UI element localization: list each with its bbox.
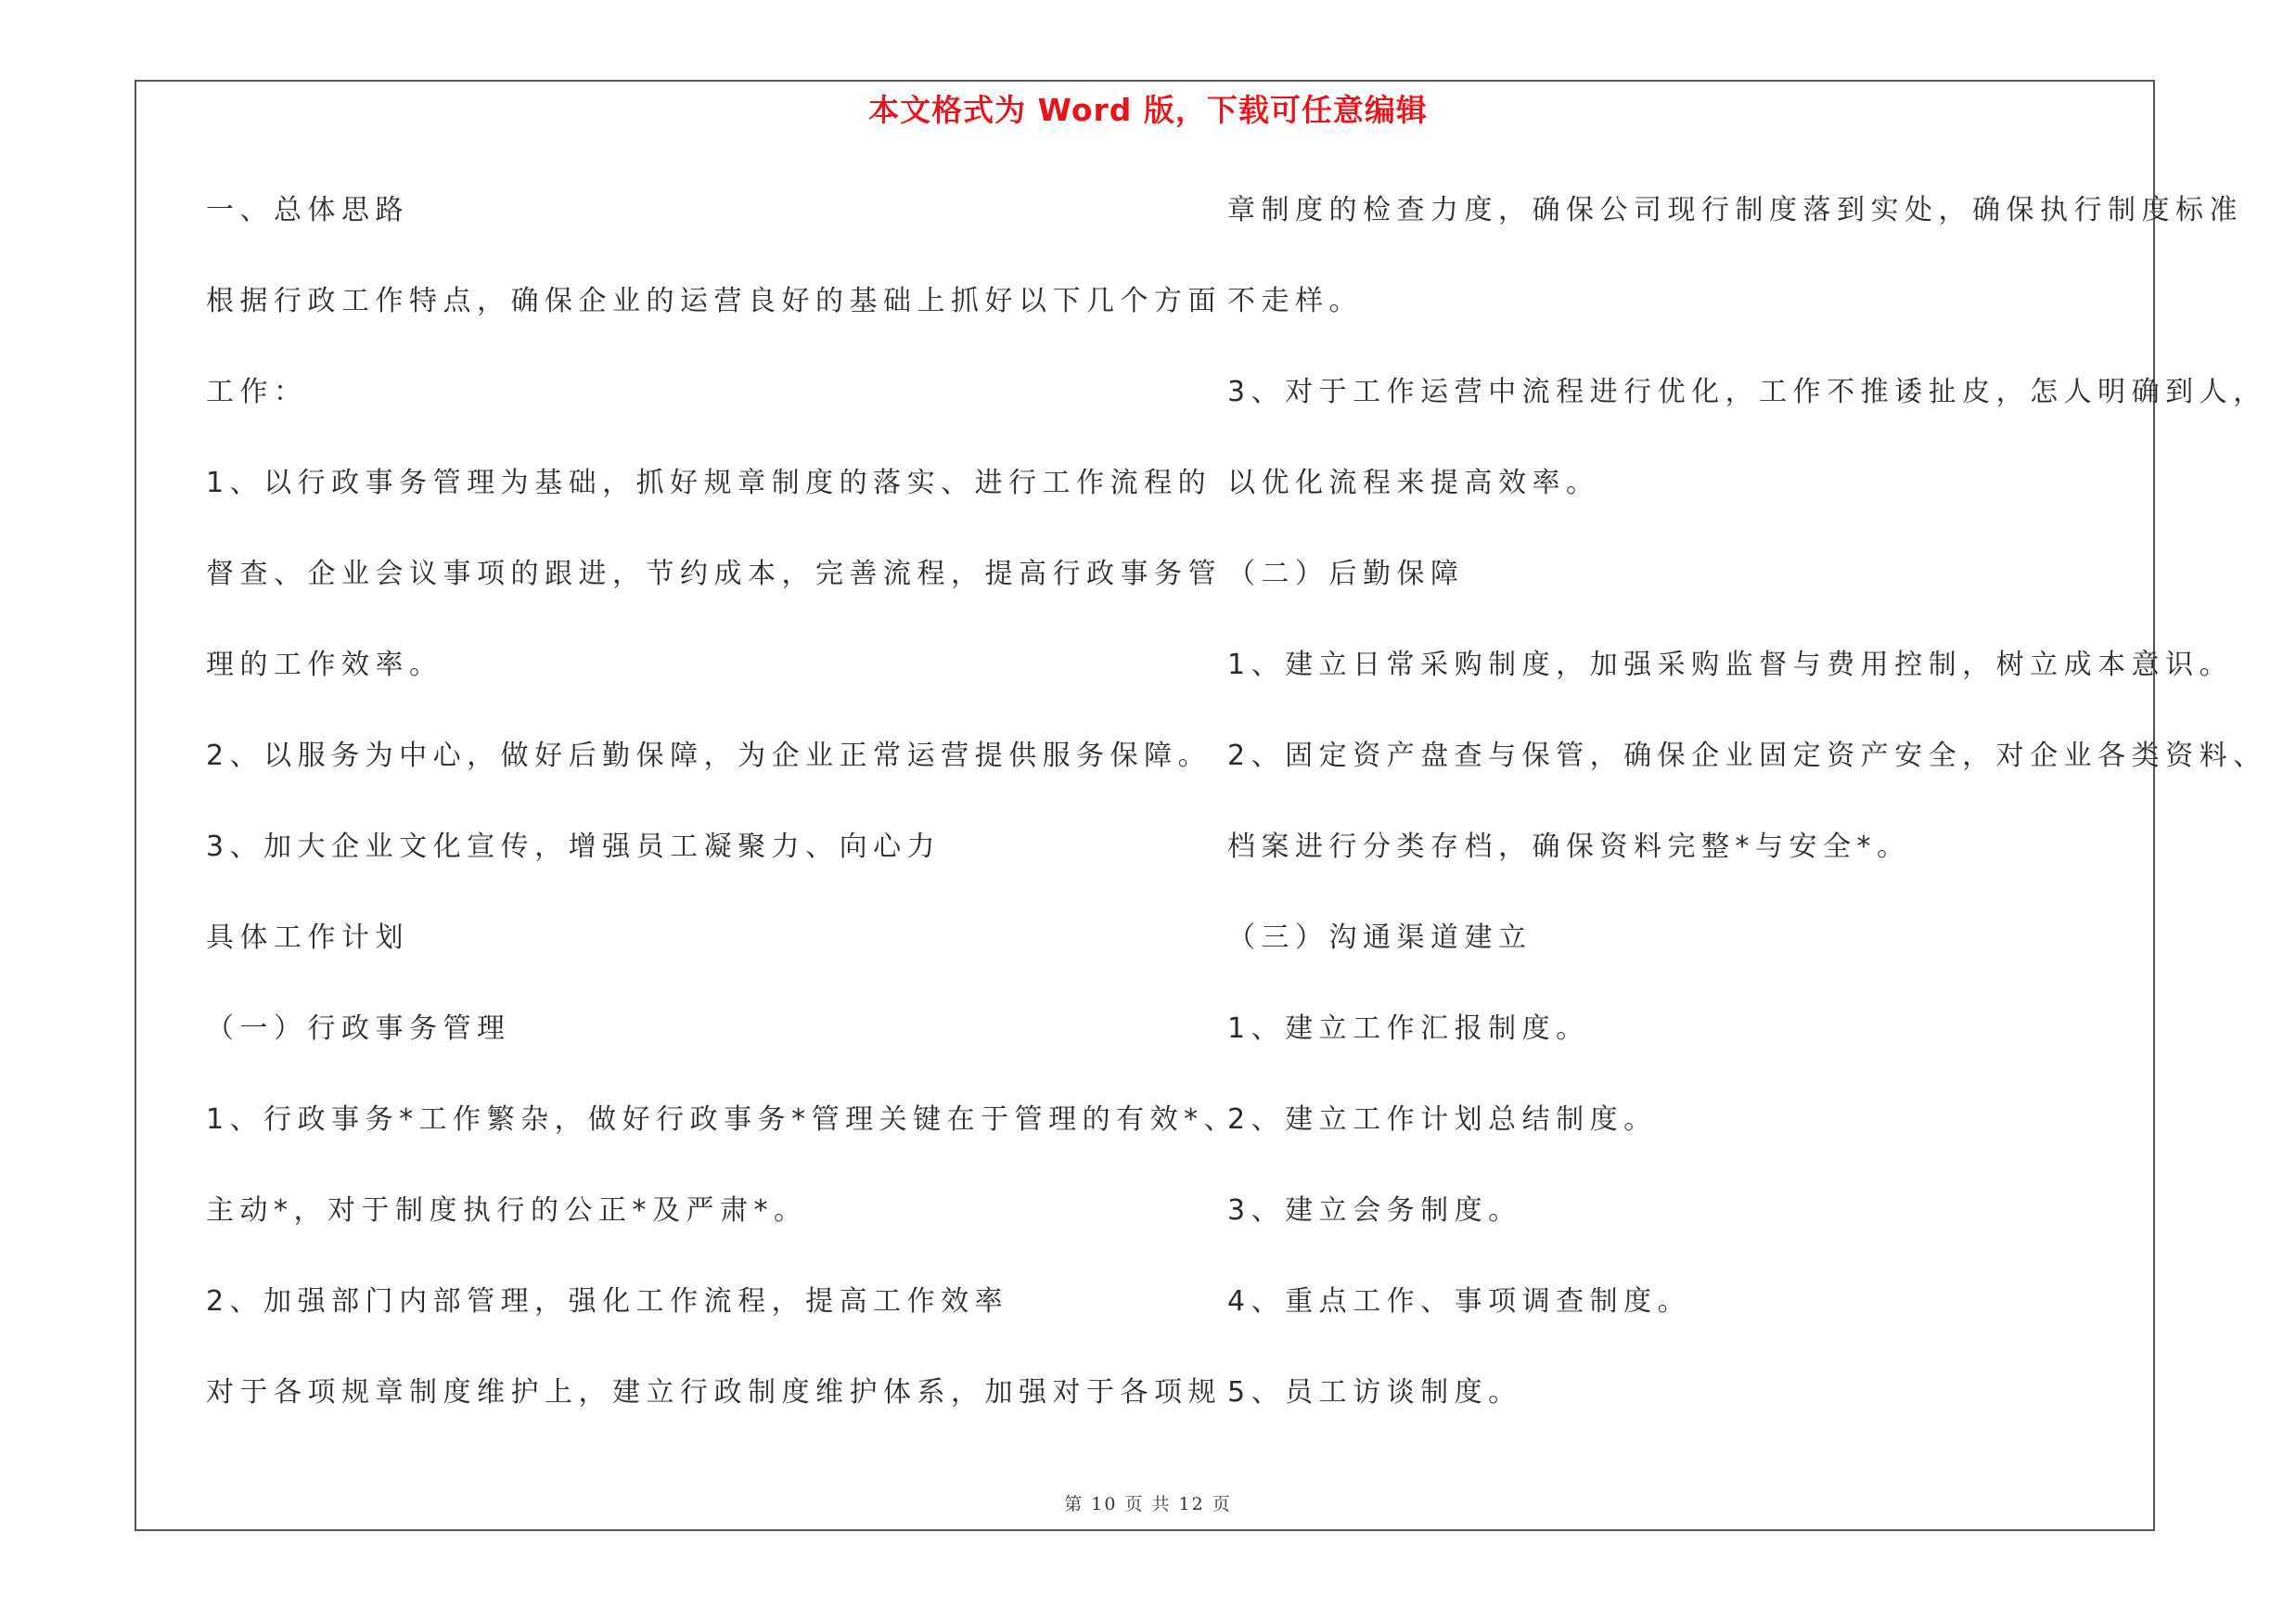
text-line: 督查、企业会议事项的跟进，节约成本，完善流程，提高行政事务管 bbox=[206, 558, 1222, 590]
text-line: 章制度的检查力度，确保公司现行制度落到实处，确保执行制度标准 bbox=[1227, 194, 2243, 226]
text-line: 3、加大企业文化宣传，增强员工凝聚力、向心力 bbox=[206, 831, 942, 863]
text-line: 工作： bbox=[206, 376, 308, 408]
text-line: 3、对于工作运营中流程进行优化，工作不推诿扯皮，怎人明确到人， bbox=[1227, 376, 2267, 408]
text-line: 3、建立会务制度。 bbox=[1227, 1194, 1522, 1227]
text-line: （三）沟通渠道建立 bbox=[1227, 921, 1533, 954]
text-line: 1、行政事务*工作繁杂，做好行政事务*管理关键在于管理的有效*、 bbox=[206, 1103, 1238, 1136]
text-line: 理的工作效率。 bbox=[206, 649, 443, 681]
text-line: 1、建立日常采购制度，加强采购监督与费用控制，树立成本意识。 bbox=[1227, 649, 2234, 681]
text-line: 5、员工访谈制度。 bbox=[1227, 1376, 1522, 1409]
text-line: 具体工作计划 bbox=[206, 921, 409, 954]
text-line: 4、重点工作、事项调查制度。 bbox=[1227, 1285, 1692, 1318]
text-line: 档案进行分类存档，确保资料完整*与安全*。 bbox=[1227, 831, 1911, 863]
text-line: 2、以服务为中心，做好后勤保障，为企业正常运营提供服务保障。 bbox=[206, 740, 1212, 772]
text-line: 对于各项规章制度维护上，建立行政制度维护体系，加强对于各项规 bbox=[206, 1376, 1222, 1409]
text-line: 以优化流程来提高效率。 bbox=[1227, 467, 1600, 499]
text-line: 2、固定资产盘查与保管，确保企业固定资产安全，对企业各类资料、 bbox=[1227, 740, 2267, 772]
right-column bbox=[1227, 181, 2267, 1454]
text-line: 1、以行政事务管理为基础，抓好规章制度的落实、进行工作流程的 bbox=[206, 467, 1212, 499]
text-line: 2、建立工作计划总结制度。 bbox=[1227, 1103, 1658, 1136]
text-line: 不走样。 bbox=[1227, 285, 1363, 317]
text-line: 一、总体思路 bbox=[206, 194, 409, 226]
page-number-footer: 第 10 页 共 12 页 bbox=[1064, 1494, 1232, 1514]
word-format-banner: 本文格式为 Word 版，下载可任意编辑 bbox=[868, 92, 1428, 128]
text-line: （一）行政事务管理 bbox=[206, 1012, 511, 1045]
text-line: 根据行政工作特点，确保企业的运营良好的基础上抓好以下几个方面 bbox=[206, 285, 1222, 317]
text-line: 1、建立工作汇报制度。 bbox=[1227, 1012, 1590, 1045]
text-line: 主动*，对于制度执行的公正*及严肃*。 bbox=[206, 1194, 808, 1227]
left-column bbox=[206, 181, 1238, 1454]
text-line: 2、加强部门内部管理，强化工作流程，提高工作效率 bbox=[206, 1285, 1009, 1318]
text-line: （二）后勤保障 bbox=[1227, 558, 1465, 590]
